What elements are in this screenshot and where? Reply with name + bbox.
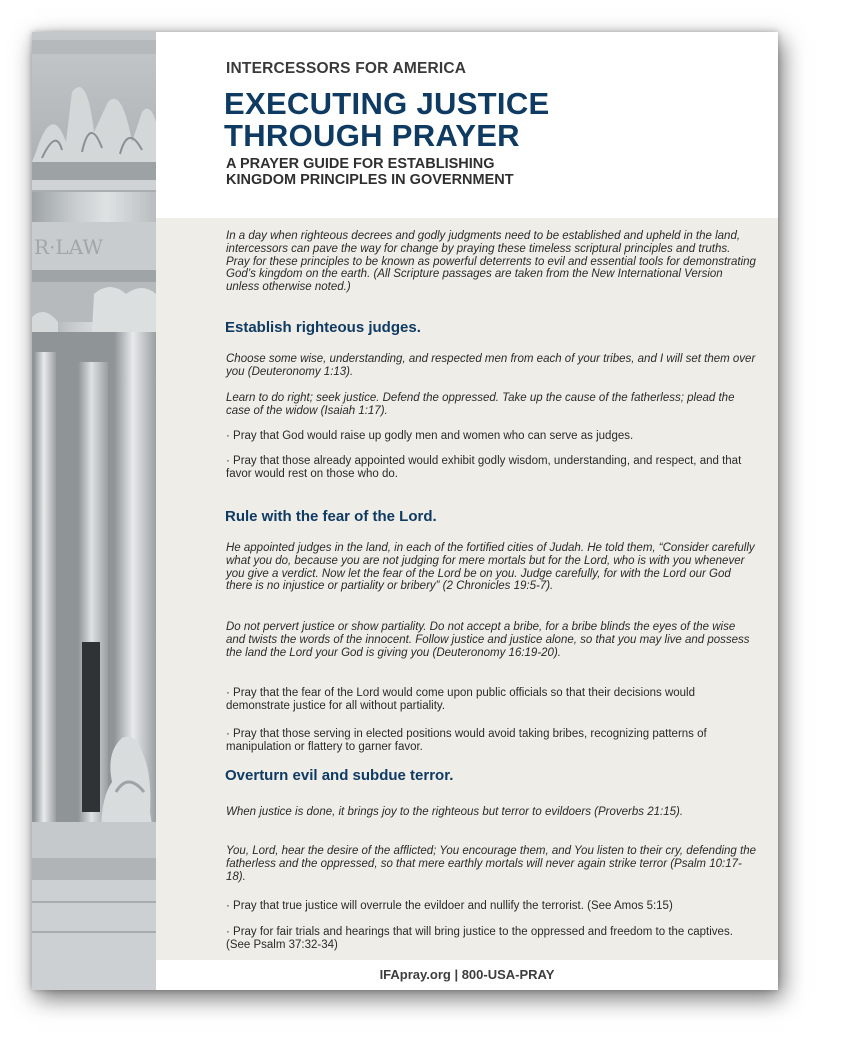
section-3-scripture-2: You, Lord, hear the desire of the afflicted; You encourage them, and You listen to their cry, defending the fatherless and the oppressed, so that mere earthly mortals will never again strike terror (Psalm 10:17-18). — [226, 845, 756, 883]
org-name: INTERCESSORS FOR AMERICA — [226, 60, 467, 77]
title-line-1: EXECUTING JUSTICE — [224, 86, 550, 121]
section-1-scripture-2: Learn to do right; seek justice. Defend the oppressed. Take up the cause of the fatherless; plead the case of the widow (Isaiah 1:17). — [226, 392, 735, 417]
intro-paragraph: In a day when righteous decrees and godly judgments need to be established and upheld in the land, intercessors can pave the way for change by praying these timeless scriptural principles and truths. Pray for these principles to be known as powerful deterrents to evil and essential tools for demonstrating God’s kingdom on the earth. (All Scripture passages are taken from the New International Version unless otherwise noted.) — [226, 230, 756, 294]
section-1-scripture-1: Choose some wise, understanding, and respected men from each of your tribes, and I will set them over you (Deuteronomy 1:13). — [226, 353, 756, 378]
flyer-page — [32, 32, 778, 990]
section-3-prayer-2: · Pray for fair trials and hearings that will bring justice to the oppressed and freedom to the captives. (See Psalm 37:32-34) — [226, 926, 733, 951]
courthouse-illustration — [32, 32, 156, 990]
subtitle-line-1: A PRAYER GUIDE FOR ESTABLISHING — [226, 156, 495, 172]
footer-contact: IFApray.org | 800-USA-PRAY — [379, 967, 555, 982]
title-line-2: THROUGH PRAYER — [224, 118, 520, 153]
section-2-heading: Rule with the fear of the Lord. — [225, 508, 437, 525]
section-3-prayer-1: · Pray that true justice will overrule the evildoer and nullify the terrorist. (See Amos 5:15) — [226, 900, 673, 912]
section-1-prayer-2: · Pray that those already appointed would exhibit godly wisdom, understanding, and respect, and that favor would rest on those who do. — [226, 455, 742, 480]
section-1-prayer-1: · Pray that God would raise up godly men and women who can serve as judges. — [226, 430, 634, 442]
courthouse-photo — [32, 32, 156, 990]
section-3-scripture-1: When justice is done, it brings joy to the righteous but terror to evildoers (Proverbs 21:15). — [226, 806, 684, 818]
svg-text:R·LAW: R·LAW — [34, 235, 103, 259]
page-subtitle — [226, 156, 514, 188]
section-2-scripture-1: He appointed judges in the land, in each of the fortified cities of Judah. He told them, “Consider carefully what you do, because you are not judging for mere mortals but for the Lord, who is with you whenever you give a verdict. Now let the fear of the Lord be on you. Judge carefully, for with the Lord our God there is no injustice or partiality or bribery” (2 Chronicles 19:5-7). — [226, 542, 755, 593]
section-1-heading: Establish righteous judges. — [225, 319, 421, 336]
section-2-scripture-2: Do not pervert justice or show partiality. Do not accept a bribe, for a bribe blinds the eyes of the wise and twists the words of the innocent. Follow justice and justice alone, so that you may live and possess the land the Lord your God is giving you (Deuteronomy 16:19-20). — [226, 621, 750, 659]
section-3-heading: Overturn evil and subdue terror. — [225, 767, 454, 784]
section-2-prayer-2: · Pray that those serving in elected positions would avoid taking bribes, recognizing patterns of manipulation or flattery to garner favor. — [226, 728, 707, 753]
page-title — [224, 88, 549, 152]
subtitle-line-2: KINGDOM PRINCIPLES IN GOVERNMENT — [226, 172, 514, 188]
section-2-prayer-1: · Pray that the fear of the Lord would come upon public officials so that their decisions would demonstrate justice for all without partiality. — [226, 687, 695, 712]
